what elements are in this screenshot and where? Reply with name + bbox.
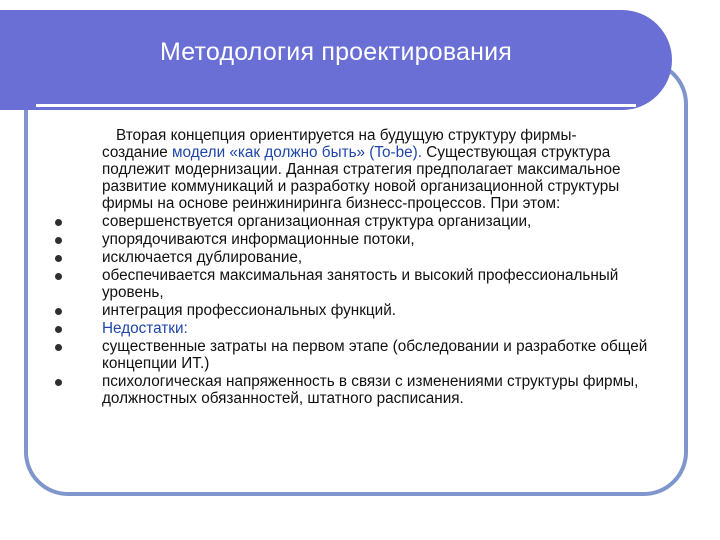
intro-prefix: создание [102, 144, 173, 161]
intro-highlight: модели «как должно быть» (To-be). [172, 144, 423, 161]
list-item [54, 373, 674, 407]
list-item-text: психологическая напряженность в связи с изменениями структуры фирмы, должностных обязанностей, штатного расписания. [102, 373, 639, 407]
slide-title: Методология проектирования [159, 38, 513, 66]
list-item [54, 302, 674, 319]
bullet-icon [55, 273, 62, 280]
bullet-icon [55, 379, 62, 386]
list-item [54, 320, 674, 337]
list-item [54, 249, 674, 266]
bullet-icon [55, 326, 62, 333]
bullet-icon [55, 255, 62, 262]
bullet-icon [55, 219, 62, 226]
title-underline [36, 104, 636, 107]
bullet-icon [55, 308, 62, 315]
bullet-icon [55, 237, 62, 244]
intro-rest: Существующая структура подлежит модернизации. Данная стратегия предполагает максимальное развитие коммуникаций и разработку новой организационной структуры фирмы на основе реинжиниринга бизнесс-процессов. При этом: [102, 144, 621, 212]
slide-body [54, 127, 674, 407]
list-item-text: существенные затраты на первом этапе (обследовании и разработке общей концепции ИТ.) [102, 338, 648, 372]
list-item [54, 231, 674, 248]
list-item-text: обеспечивается максимальная занятость и высокий профессиональный уровень, [102, 267, 619, 301]
list-item [54, 213, 674, 230]
list-item-text: совершенствуется организационная структура организации, [102, 213, 532, 230]
list-item-text: исключается дублирование, [102, 249, 303, 266]
list-item-text: упорядочиваются информационные потоки, [102, 231, 415, 248]
intro-first-line: Вторая концепция ориентируется на будущую структуру фирмы- [116, 127, 577, 144]
disadvantages-heading: Недостатки: [102, 320, 188, 337]
bullet-icon [55, 344, 62, 351]
list-item-text: интеграция профессиональных функций. [102, 302, 397, 319]
intro-paragraph [54, 127, 674, 212]
list-item [54, 338, 674, 372]
list-item [54, 267, 674, 301]
title-bar [0, 10, 672, 110]
